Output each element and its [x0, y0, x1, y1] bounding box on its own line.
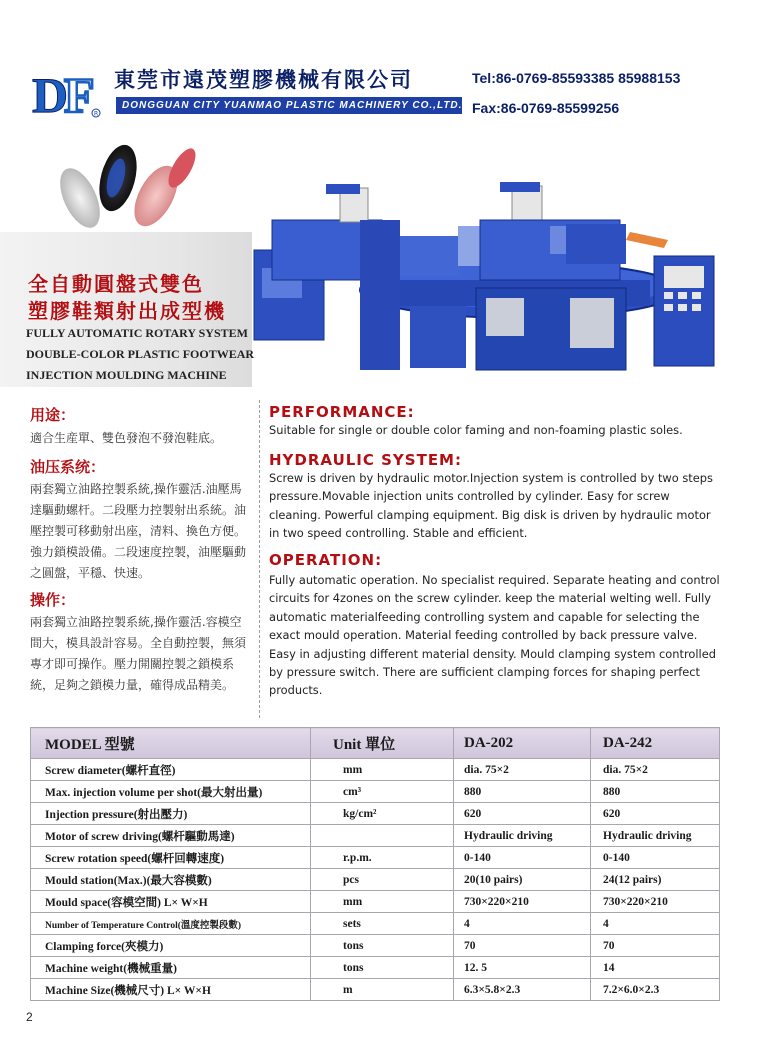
spec-da-242: 880 — [591, 781, 720, 803]
spec-name: Screw diameter(螺杆直徑) — [31, 759, 311, 781]
specification-table — [30, 727, 720, 1001]
table-row — [31, 935, 720, 957]
product-title-cn-line-1: 全自動圓盤式雙色 — [28, 272, 204, 296]
spec-da-242: dia. 75×2 — [591, 759, 720, 781]
spec-unit: tons — [311, 957, 454, 979]
table-row — [31, 913, 720, 935]
svg-text:R: R — [94, 110, 99, 118]
header-unit: Unit 單位 — [311, 728, 454, 759]
product-title-en-line-1: FULLY AUTOMATIC ROTARY SYSTEM — [26, 326, 248, 340]
spec-da-202: 6.3×5.8×2.3 — [454, 979, 591, 1001]
spec-da-202: 4 — [454, 913, 591, 935]
spec-name: Machine weight(機械重量) — [31, 957, 311, 979]
operation-text: Fully automatic operation. No specialist required. Separate heating and control circuits for 4zones on the screw cylinder. keep the material welting well. Fully automatic materialfeeding controlling system and capable for selecting the exact mould operation. Material feeding controlled by back pressure valve. Easy in adjusting different material density. Mould clamping system controlled by pressure switch. There are sufficient clamping forces for shaping perfect products. — [269, 573, 720, 698]
company-logo — [30, 66, 104, 120]
injection-machine-image — [250, 180, 720, 380]
operation-heading-cn: 操作： — [30, 591, 76, 609]
performance-text: Suitable for single or double color faming and non-foaming plastic soles. — [269, 423, 683, 437]
spec-name: Max. injection volume per shot(最大射出量) — [31, 781, 311, 803]
hydraulic-system-text: Screw is driven by hydraulic motor.Injection system is controlled by two steps pressure.Movable injection units controlled by cylinder. Easy for screw cleaning. Powerful clamping equipment. Big disk is driven by hydraulic motor in two speed controlling. Stable and efficient. — [269, 471, 713, 541]
product-title-en-line-3: INJECTION MOULDING MACHINE — [26, 368, 227, 382]
usage-heading-cn: 用途： — [30, 406, 76, 424]
spec-unit: kg/cm² — [311, 803, 454, 825]
spec-da-242: 14 — [591, 957, 720, 979]
hydraulic-text-cn: 兩套獨立油路控製系統,操作靈活.油壓馬達驅動螺杆。二段壓力控製射出系統。油壓控製可移動射出座，清料、換色方便。強力鎖模設備。二段速度控製，油壓驅動之圓盤，平穩、快速。 — [30, 482, 247, 580]
header-da-242: DA-242 — [591, 728, 720, 759]
company-name-en: DONGGUAN CITY YUANMAO PLASTIC MACHINERY CO.,LTD. — [116, 97, 462, 114]
table-row — [31, 847, 720, 869]
spec-unit: mm — [311, 891, 454, 913]
spec-name: Injection pressure(射出壓力) — [31, 803, 311, 825]
product-title-cn-line-2: 塑膠鞋類射出成型機 — [28, 299, 226, 323]
spec-da-202: 880 — [454, 781, 591, 803]
spec-unit: pcs — [311, 869, 454, 891]
hydraulic-system-heading: HYDRAULIC SYSTEM: — [269, 451, 462, 469]
spec-da-242: Hydraulic driving — [591, 825, 720, 847]
header-da-202: DA-202 — [454, 728, 591, 759]
table-row — [31, 869, 720, 891]
spec-da-202: 70 — [454, 935, 591, 957]
spec-unit: mm — [311, 759, 454, 781]
spec-unit — [311, 825, 454, 847]
spec-da-202: dia. 75×2 — [454, 759, 591, 781]
spec-da-202: 20(10 pairs) — [454, 869, 591, 891]
spec-da-242: 730×220×210 — [591, 891, 720, 913]
spec-name: Machine Size(機械尺寸) L× W×H — [31, 979, 311, 1001]
table-row — [31, 957, 720, 979]
spec-da-202: 730×220×210 — [454, 891, 591, 913]
spec-name: Clamping force(夾模力) — [31, 935, 311, 957]
table-header-row — [31, 728, 720, 759]
usage-text-cn: 適合生産單、雙色發泡不發泡鞋底。 — [30, 431, 223, 445]
company-name-cn: 東莞市遠茂塑膠機械有限公司 — [114, 67, 413, 92]
spec-unit: tons — [311, 935, 454, 957]
telephone-text: Tel:86-0769-85593385 85988153 — [472, 70, 681, 86]
spec-unit: cm³ — [311, 781, 454, 803]
page-number: 2 — [26, 1010, 33, 1024]
table-row — [31, 979, 720, 1001]
header-model: MODEL 型號 — [31, 728, 311, 759]
spec-unit: r.p.m. — [311, 847, 454, 869]
table-row — [31, 891, 720, 913]
spec-unit: m — [311, 979, 454, 1001]
table-row — [31, 781, 720, 803]
operation-text-cn: 兩套獨立油路控製系統,操作靈活.容模空間大，模具設計容易。全自動控製，無須專才即可操作。壓力開關控製之鎖模系統，足夠之鎖模力量，確得成品精美。 — [30, 615, 247, 692]
hydraulic-heading-cn: 油压系统： — [30, 458, 106, 476]
spec-name: Number of Temperature Control(溫度控製段數) — [31, 913, 311, 935]
spec-da-202: 0-140 — [454, 847, 591, 869]
spec-da-242: 4 — [591, 913, 720, 935]
spec-da-242: 70 — [591, 935, 720, 957]
column-divider — [259, 400, 260, 718]
spec-da-242: 620 — [591, 803, 720, 825]
spec-da-242: 24(12 pairs) — [591, 869, 720, 891]
spec-da-202: 620 — [454, 803, 591, 825]
spec-name: Motor of screw driving(螺杆驅動馬達) — [31, 825, 311, 847]
performance-heading: PERFORMANCE: — [269, 403, 415, 421]
svg-text:D: D — [32, 67, 69, 120]
spec-da-242: 7.2×6.0×2.3 — [591, 979, 720, 1001]
spec-unit: sets — [311, 913, 454, 935]
svg-text:F: F — [64, 67, 95, 120]
spec-da-202: 12. 5 — [454, 957, 591, 979]
spec-name: Mould station(Max.)(最大容模數) — [31, 869, 311, 891]
spec-name: Mould space(容模空間) L× W×H — [31, 891, 311, 913]
spec-name: Screw rotation speed(螺杆回轉速度) — [31, 847, 311, 869]
shoe-soles-image — [56, 138, 196, 232]
operation-heading: OPERATION: — [269, 551, 383, 569]
table-row — [31, 759, 720, 781]
table-row — [31, 825, 720, 847]
table-row — [31, 803, 720, 825]
spec-da-242: 0-140 — [591, 847, 720, 869]
spec-da-202: Hydraulic driving — [454, 825, 591, 847]
fax-text: Fax:86-0769-85599256 — [472, 100, 620, 116]
product-title-en-line-2: DOUBLE-COLOR PLASTIC FOOTWEAR — [26, 347, 255, 361]
